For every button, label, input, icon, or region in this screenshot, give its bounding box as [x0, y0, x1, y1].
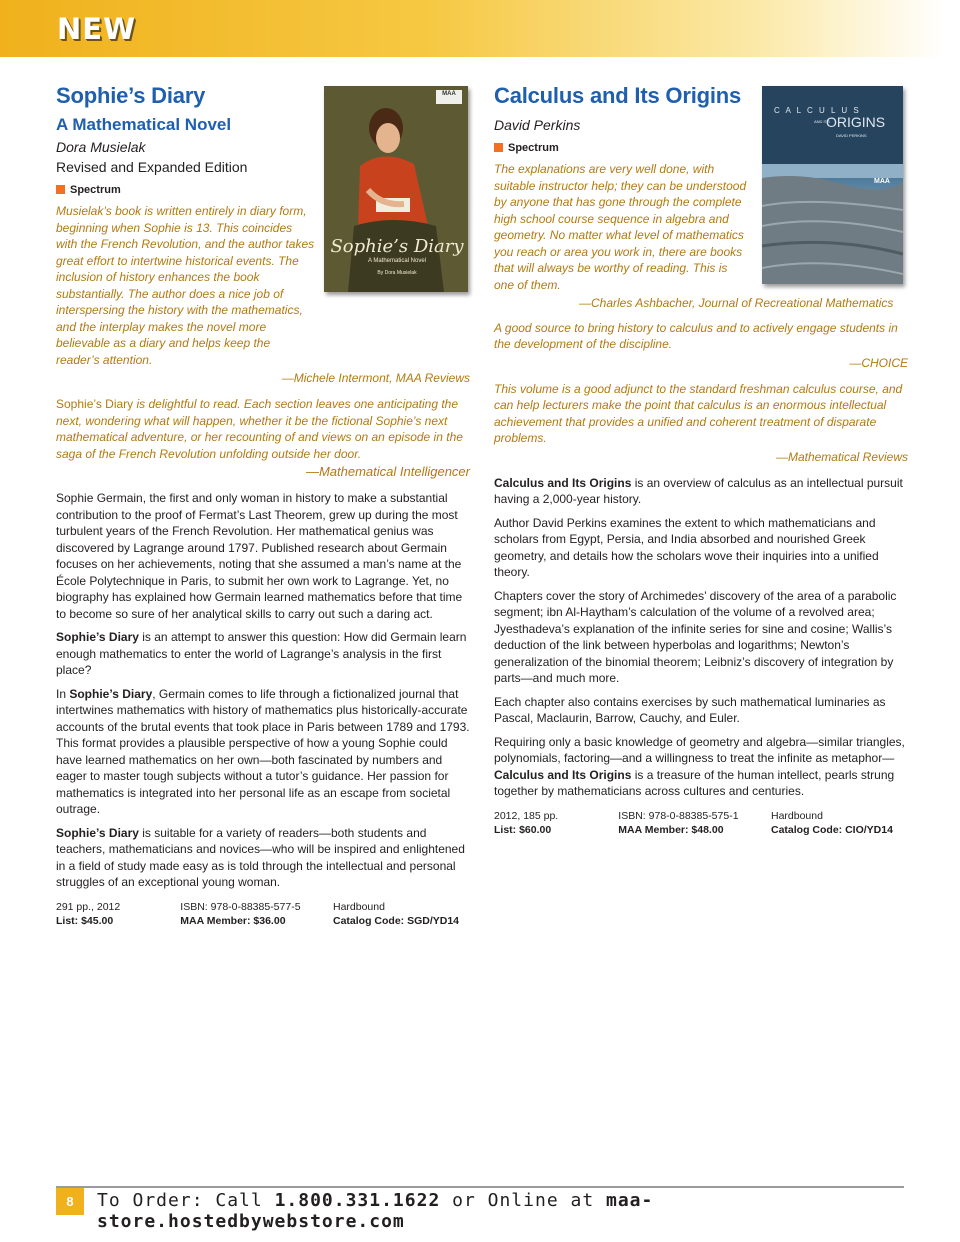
series-label	[56, 183, 470, 197]
page-count: 291 pp., 2012	[56, 900, 121, 913]
quote-text: is delightful to read. Each section leaves one anticipating the next, wondering what will happen, whether it be the fictional Sophie’s next mathematical adventure, or her recounting of and views on an episode in the saga of the French Revolution unfolding outside her door.	[56, 397, 463, 461]
description-paragraph: Author David Perkins examines the extent to which mathematicians and scholars from Egypt, Persia, and India absorbed and nourished Greek geometry, and details how the scholars wove their inquiries into a unified theory.	[494, 515, 879, 579]
paragraph-text: In	[56, 686, 70, 701]
phone-number[interactable]: 1.800.331.1622	[274, 1190, 441, 1211]
list-price: List: $60.00	[494, 823, 552, 836]
isbn: ISBN: 978-0-88385-575-1	[618, 809, 739, 822]
page-number: 8	[56, 1188, 84, 1215]
description-paragraph	[494, 475, 908, 508]
page-count: 2012, 185 pp.	[494, 809, 559, 822]
product-details	[494, 809, 908, 837]
paragraph-text: Requiring only a basic knowledge of geometry and algebra—similar triangles, polynomials, factoring—and a willingness to treat the infinite as metaphor—	[494, 734, 905, 765]
member-price: MAA Member: $36.00	[180, 914, 286, 927]
cover-subtitle: A Mathematical Novel	[367, 258, 427, 264]
review-quote: This volume is a good adjunct to the standard freshman calculus course, and can help lecturers make the point that calculus is an enormous intellectual achievement that provides a unified and coherent treatment of disparate problems.	[494, 381, 903, 445]
catalog-code: Catalog Code: CIO/YD14	[770, 823, 893, 836]
description-paragraph	[56, 825, 470, 891]
catalog-code: Catalog Code: SGD/YD14	[332, 914, 460, 927]
reviewer: —Michele Intermont,	[281, 371, 396, 385]
maa-logo: MAA	[874, 178, 890, 185]
book-author: David Perkins	[494, 117, 581, 133]
description-paragraph	[56, 629, 470, 679]
description-paragraph	[56, 686, 470, 818]
cover-title: Sophie’s Diary	[330, 236, 464, 257]
new-banner	[0, 0, 946, 57]
review-quote: The explanations are very well done, with suitable instructor help; they can be understood by anyone that has gone through the complete high school course sequence in algebra and geometry. No matter what level of mathematics you reach or area you work in, there are books that will always be worthy of reading. This is one of them.	[494, 162, 747, 292]
order-info	[97, 1190, 960, 1232]
member-price: MAA Member: $48.00	[618, 823, 724, 836]
paragraph-text: , Germain comes to life through a fictionalized journal that intertwines mathematics with history of mathematics plus historically-accurate accounts of the brutal events that took place in Paris between 1789 and 1793. This format provides a plausible perspective of how a young Sophie could have learned mathematics on her own—both fascinated by numbers and eager to master tough subjects without a tutor’s guidance. Her passion for mathematics is integrated into her personal life as an escape from societal outrage.	[56, 686, 470, 816]
cover-author: DAVID PERKINS	[836, 133, 867, 138]
review-attribution	[494, 295, 908, 312]
store-url-link[interactable]: maa-store.hostedbywebstore.com	[97, 1190, 654, 1232]
series-name: Spectrum	[70, 184, 121, 196]
binding: Hardbound	[770, 809, 823, 822]
review-attribution: —Mathematical Reviews	[775, 449, 908, 464]
banner-label: NEW	[57, 12, 137, 46]
review-quote: A good source to bring history to calculus and to actively engage students in the development of the discipline.	[494, 320, 898, 351]
binding: Hardbound	[332, 900, 385, 913]
description-paragraph: Chapters cover the story of Archimedes’ discovery of the area of a parabolic segment; ibn Al-Haytham’s calculation of the volume of a revolved area; Jyesthadeva’s explanation of the infinite series for sine and cosine; Wallis’s deduction of the link between hyperbolas and logarithms; Newton’s generalization of the binomial theorem; Leibniz’s discovery of integration by parts—and much more.	[494, 588, 897, 685]
sophies-diary-section	[56, 82, 470, 928]
book-title: Sophie’s Diary	[56, 83, 206, 108]
book-edition: Revised and Expanded Edition	[56, 159, 248, 175]
orange-square-icon	[494, 143, 503, 152]
book-ref: Calculus and Its Origins	[494, 767, 632, 782]
paragraph-text: is suitable for a variety of readers—both students and teachers, mathematicians and novices—who will be inspired and enlightened in a field of study made easy as is told through the intellectual and personal struggles of an exceptional young woman.	[56, 825, 465, 889]
review-attribution: —CHOICE	[849, 355, 908, 370]
cover-title-origins: ORIGINS	[826, 114, 886, 130]
book-title: Calculus and Its Origins	[494, 83, 742, 108]
list-price: List: $45.00	[56, 914, 114, 927]
description-paragraph: Each chapter also contains exercises by such mathematical luminaries as Pascal, Maclaurin, Barrow, Cauchy, and Euler.	[494, 694, 886, 725]
order-middle: or Online at	[440, 1190, 606, 1211]
series-name: Spectrum	[508, 142, 559, 154]
cover-and-its: AND ITS	[814, 119, 830, 124]
reviewer: —Charles Ashbacher,	[579, 296, 699, 310]
description-paragraph	[494, 734, 908, 800]
book-ref: Sophie’s Diary	[56, 397, 134, 411]
footer-divider	[56, 1186, 904, 1188]
isbn: ISBN: 978-0-88385-577-5	[180, 900, 301, 913]
review-quote	[56, 396, 470, 462]
book-subtitle: A Mathematical Novel	[56, 115, 232, 134]
book-ref: Sophie’s Diary	[69, 686, 153, 701]
cover-title-calculus: C A L C U L U S	[774, 106, 861, 115]
product-details	[56, 900, 470, 928]
paragraph-text: is an overview of calculus as an intellectual pursuit having a 2,000-year history.	[494, 475, 903, 506]
book-ref: Calculus and Its Origins	[494, 475, 632, 490]
paragraph-text: is a treasure of the human intellect, pearls strung together by mathematicians across cultures and centuries.	[494, 767, 895, 798]
cover-author: By Dora Musielak	[377, 270, 417, 276]
review-source: MAA Reviews	[395, 371, 470, 385]
review-attribution: —Mathematical Intelligencer	[305, 464, 470, 479]
orange-square-icon	[56, 185, 65, 194]
book-ref: Sophie’s Diary	[56, 825, 139, 840]
review-source: Journal of Recreational Mathematics	[698, 296, 894, 310]
order-prefix: To Order: Call	[97, 1190, 275, 1211]
book-ref: Sophie’s Diary	[56, 630, 139, 644]
maa-logo: MAA	[442, 91, 456, 97]
series-label	[494, 141, 908, 155]
book-author: Dora Musielak	[56, 139, 146, 155]
review-quote: Musielak’s book is written entirely in diary form, beginning when Sophie is 13. This coincides with the French Revolution, and the author takes great effort to intertwine historical events. The inclusion of history enhances the book substantially. The author does a nice job of interspersing the history with the mathematics, and the interplay makes the novel more believable as a diary and helps keep the reader’s attention.	[56, 204, 315, 367]
paragraph-text: is an attempt to answer this question: How did Germain learn enough mathematics to enter the world of Lagrange’s analysis in the first place?	[56, 630, 467, 677]
review-attribution	[56, 370, 470, 386]
calculus-origins-section	[494, 82, 908, 837]
description-paragraph: Sophie Germain, the first and only woman in history to make a substantial contribution to the proof of Fermat’s Last Theorem, grew up during the most turbulent years of the French Revolution. Her mathematical genius was discovered by Lagrange around 1797. Published research about Germain focuses on her achievements, noting that she assumed a man’s name at the École Polytechnique in Paris, to submit her own work to Lagrange. Yet, no biography has explained how Germain learned mathematics before that time to become so sure of her analytical skills to carry out such a daring act.	[56, 491, 463, 621]
